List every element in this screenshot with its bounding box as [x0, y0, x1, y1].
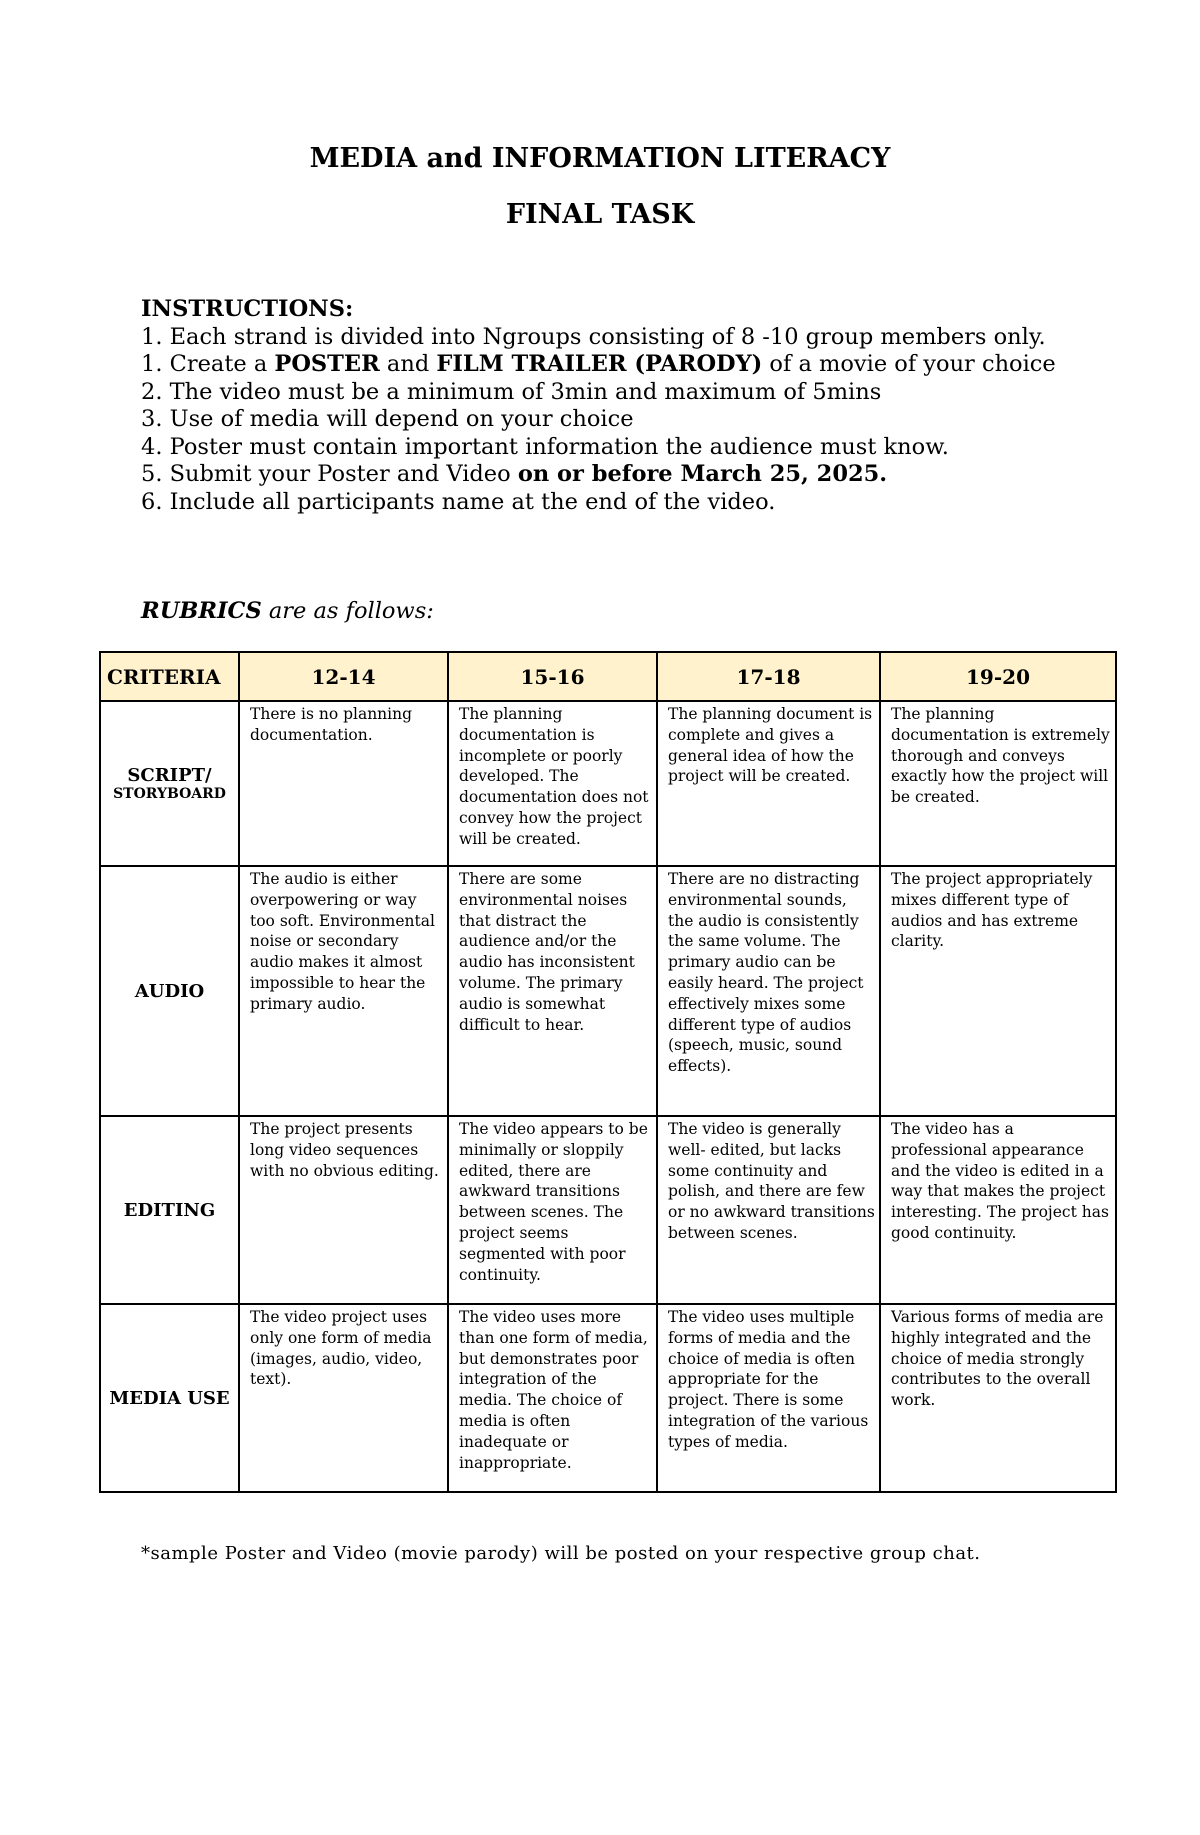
- rubric-cell: The project appropriately mixes different type of audios and has extreme clarity.: [880, 866, 1116, 1116]
- rubrics-label-rest: are as follows:: [261, 598, 434, 624]
- criteria-subname: STORYBOARD: [113, 786, 226, 802]
- instructions-block: [141, 296, 1101, 516]
- instruction-item: 4. Poster must contain important information the audience must know.: [141, 433, 949, 460]
- instruction-text: of a movie of your choice: [762, 351, 1056, 377]
- instructions-heading: INSTRUCTIONS:: [141, 296, 354, 322]
- instruction-item: [141, 461, 1101, 489]
- table-row: [100, 866, 1116, 1116]
- instruction-deadline: on or before March 25, 2025.: [517, 461, 888, 487]
- rubric-header-row: [100, 652, 1116, 701]
- instruction-item: 2. The video must be a minimum of 3min and maximum of 5mins: [141, 378, 882, 405]
- rubric-cell: The project presents long video sequences with no obvious editing.: [239, 1116, 448, 1304]
- header-score: 12-14: [239, 652, 448, 701]
- instruction-item: [141, 351, 1101, 379]
- table-row: [100, 1304, 1116, 1492]
- rubric-cell: The planning document is complete and gives a general idea of how the project will be created.: [657, 701, 880, 866]
- rubric-cell: The planning documentation is extremely thorough and conveys exactly how the project will be created.: [880, 701, 1116, 866]
- rubric-cell: There is no planning documentation.: [239, 701, 448, 866]
- rubric-cell: The video appears to be minimally or sloppily edited, there are awkward transitions between scenes. The project seems segmented with poor continuity.: [448, 1116, 657, 1304]
- rubric-cell: The video project uses only one form of media (images, audio, video, text).: [239, 1304, 448, 1492]
- criteria-cell: MEDIA USE: [100, 1304, 239, 1492]
- table-row: [100, 1116, 1116, 1304]
- criteria-name: SCRIPT/: [127, 765, 212, 786]
- header-criteria: CRITERIA: [100, 652, 239, 701]
- header-score: 15-16: [448, 652, 657, 701]
- rubric-cell: The planning documentation is incomplete or poorly developed. The documentation does not convey how the project will be created.: [448, 701, 657, 866]
- rubric-cell: Various forms of media are highly integrated and the choice of media strongly contributes to the overall work.: [880, 1304, 1116, 1492]
- rubrics-label: [141, 598, 434, 624]
- instruction-text: 1. Create a: [141, 351, 275, 377]
- document-subtitle: FINAL TASK: [505, 199, 695, 230]
- rubric-cell: The video is generally well- edited, but lacks some continuity and polish, and there are few or no awkward transitions between scenes.: [657, 1116, 880, 1304]
- footnote: *sample Poster and Video (movie parody) will be posted on your respective group chat.: [141, 1543, 981, 1564]
- rubric-cell: The audio is either overpowering or way too soft. Environmental noise or secondary audio makes it almost impossible to hear the primary audio.: [239, 866, 448, 1116]
- instruction-text: 5. Submit your Poster and Video: [141, 461, 518, 487]
- rubric-cell: There are some environmental noises that distract the audience and/or the audio has inconsistent volume. The primary audio is somewhat difficult to hear.: [448, 866, 657, 1116]
- rubric-cell: The video uses multiple forms of media and the choice of media is often appropriate for the project. There is some integration of the various types of media.: [657, 1304, 880, 1492]
- rubric-cell: The video has a professional appearance and the video is edited in a way that makes the project interesting. The project has good continuity.: [880, 1116, 1116, 1304]
- rubrics-label-bold: RUBRICS: [141, 598, 262, 624]
- criteria-cell: [100, 701, 239, 866]
- criteria-cell: EDITING: [100, 1116, 239, 1304]
- instruction-item: 3. Use of media will depend on your choice: [141, 406, 634, 432]
- rubric-cell: There are no distracting environmental sounds, the audio is consistently the same volume. The primary audio can be easily heard. The project effectively mixes some different type of audios (speech, music, sound effects).: [657, 866, 880, 1116]
- header-score: 17-18: [657, 652, 880, 701]
- table-row: [100, 701, 1116, 866]
- instruction-bold-trailer: FILM TRAILER (PARODY): [436, 351, 763, 377]
- instruction-text: and: [379, 351, 437, 377]
- instruction-item: 6. Include all participants name at the end of the video.: [141, 488, 776, 515]
- criteria-cell: AUDIO: [100, 866, 239, 1116]
- rubric-cell: The video uses more than one form of media, but demonstrates poor integration of the media. The choice of media is often inadequate or inappropriate.: [448, 1304, 657, 1492]
- header-score: 19-20: [880, 652, 1116, 701]
- instruction-bold-poster: POSTER: [274, 351, 380, 377]
- document-title: MEDIA and INFORMATION LITERACY: [309, 143, 891, 174]
- instruction-item: 1. Each strand is divided into Ngroups consisting of 8 -10 group members only.: [141, 323, 1046, 350]
- rubric-table: [99, 651, 1117, 1493]
